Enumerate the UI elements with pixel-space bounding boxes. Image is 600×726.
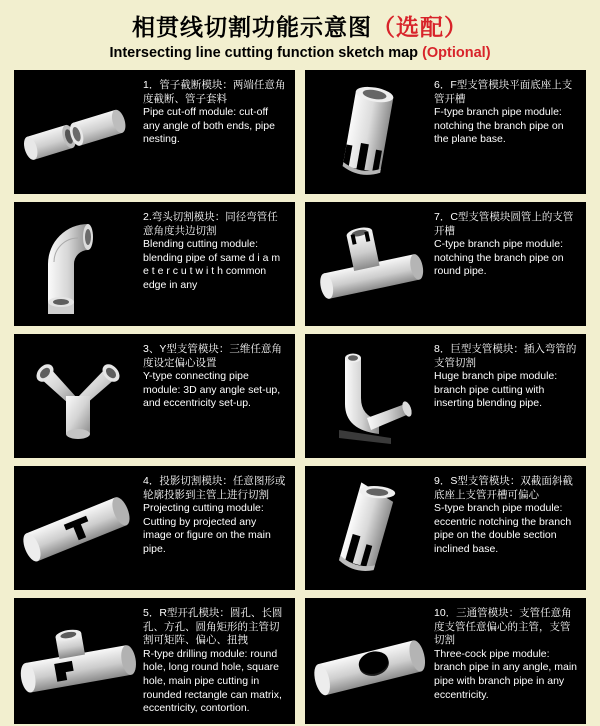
module-card	[305, 466, 586, 590]
module-text-cn: 3、Y型支管模块：三维任意角度设定偏心设置	[143, 343, 282, 369]
module-text-cn: 1．管子截断模块：两端任意角度截断、管子套料	[143, 79, 286, 105]
module-text	[432, 334, 586, 458]
module-text	[432, 202, 586, 326]
module-text	[141, 202, 295, 326]
three-cock-pipe-icon	[305, 598, 432, 724]
module-text-en: F-type branch pipe module: notching the branch pipe on the plane base.	[434, 106, 564, 146]
module-card	[305, 70, 586, 194]
page-title-cn	[14, 12, 586, 42]
module-text-en: Y-type connecting pipe module: 3D any angle set-up, and eccentricity set-up.	[143, 370, 281, 410]
module-text	[141, 70, 295, 194]
module-text-en: R-type drilling module: round hole, long round hole, square hole, main pipe cutting in rounded rectangle can matrix, eccentricity, contortion.	[143, 647, 282, 715]
module-text-cn: 2.弯头切割模块：同径弯管任意角度共边切割	[143, 211, 278, 237]
page-title-en	[14, 43, 586, 63]
module-text-en: Pipe cut-off module: cut-off any angle of both ends, pipe nesting.	[143, 106, 275, 146]
page-header	[14, 8, 586, 63]
module-text-cn: 10．三通管模块：支管任意角度支管任意偏心的主管，支管切割	[434, 607, 572, 647]
module-text-cn: 4．投影切割模块：任意图形或轮廓投影到主管上进行切割	[143, 475, 286, 501]
module-text-en: C-type branch pipe module: notching the branch pipe on round pipe.	[434, 238, 564, 278]
module-text	[141, 334, 295, 458]
page-title-en-main: Intersecting line cutting function sketch map	[109, 45, 419, 61]
page-title-en-optional: (Optional)	[422, 45, 491, 61]
module-text-en: Blending cutting module: blending pipe of same d i a m e t e r c u t w i t h common edge in any	[143, 238, 281, 291]
module-text-cn: 6．F型支管模块平面底座上支管开槽	[434, 79, 573, 105]
module-text	[141, 598, 295, 724]
module-card	[14, 334, 295, 458]
module-text	[141, 466, 295, 590]
page-title-cn-main: 相贯线切割功能示意图	[132, 14, 372, 40]
f-type-branch-pipe-icon	[305, 70, 432, 194]
module-text-en: Projecting cutting module: Cutting by projected any image or figure on the main pipe.	[143, 502, 271, 555]
module-card	[305, 598, 586, 724]
module-text	[432, 466, 586, 590]
module-card	[14, 598, 295, 724]
module-card	[14, 466, 295, 590]
y-type-connecting-pipe-icon	[14, 334, 141, 458]
module-text-en: S-type branch pipe module: eccentric notching the branch pipe on the double section inclined base.	[434, 502, 572, 555]
r-type-drilling-icon	[14, 598, 141, 724]
blending-cutting-icon	[14, 202, 141, 326]
module-text	[432, 598, 586, 724]
s-type-branch-pipe-icon	[305, 466, 432, 590]
module-text	[432, 70, 586, 194]
pipe-cut-off-icon	[14, 70, 141, 194]
module-card	[14, 70, 295, 194]
module-text-cn: 8．巨型支管模块：插入弯管的支管切割	[434, 343, 577, 369]
module-text-cn: 7．C型支管模块圆管上的支管开槽	[434, 211, 574, 237]
huge-branch-pipe-icon	[305, 334, 432, 458]
page-title-cn-optional: （选配）	[372, 14, 468, 40]
module-text-cn: 9．S型支管模块：双截面斜截底座上支管开槽可偏心	[434, 475, 573, 501]
c-type-branch-pipe-icon	[305, 202, 432, 326]
module-text-en: Huge branch pipe module: branch pipe cutting with inserting blending pipe.	[434, 370, 558, 410]
module-card	[14, 202, 295, 326]
module-card	[305, 202, 586, 326]
module-card	[305, 334, 586, 458]
module-text-en: Three-cock pipe module: branch pipe in any angle, main pipe with branch pipe in any eccentricity.	[434, 647, 578, 701]
module-grid	[14, 70, 586, 724]
projecting-cutting-icon	[14, 466, 141, 590]
module-text-cn: 5．R型开孔模块：圆孔、长圆孔、方孔、圆角矩形的主管切割可矩阵、偏心、扭拽	[143, 607, 283, 647]
